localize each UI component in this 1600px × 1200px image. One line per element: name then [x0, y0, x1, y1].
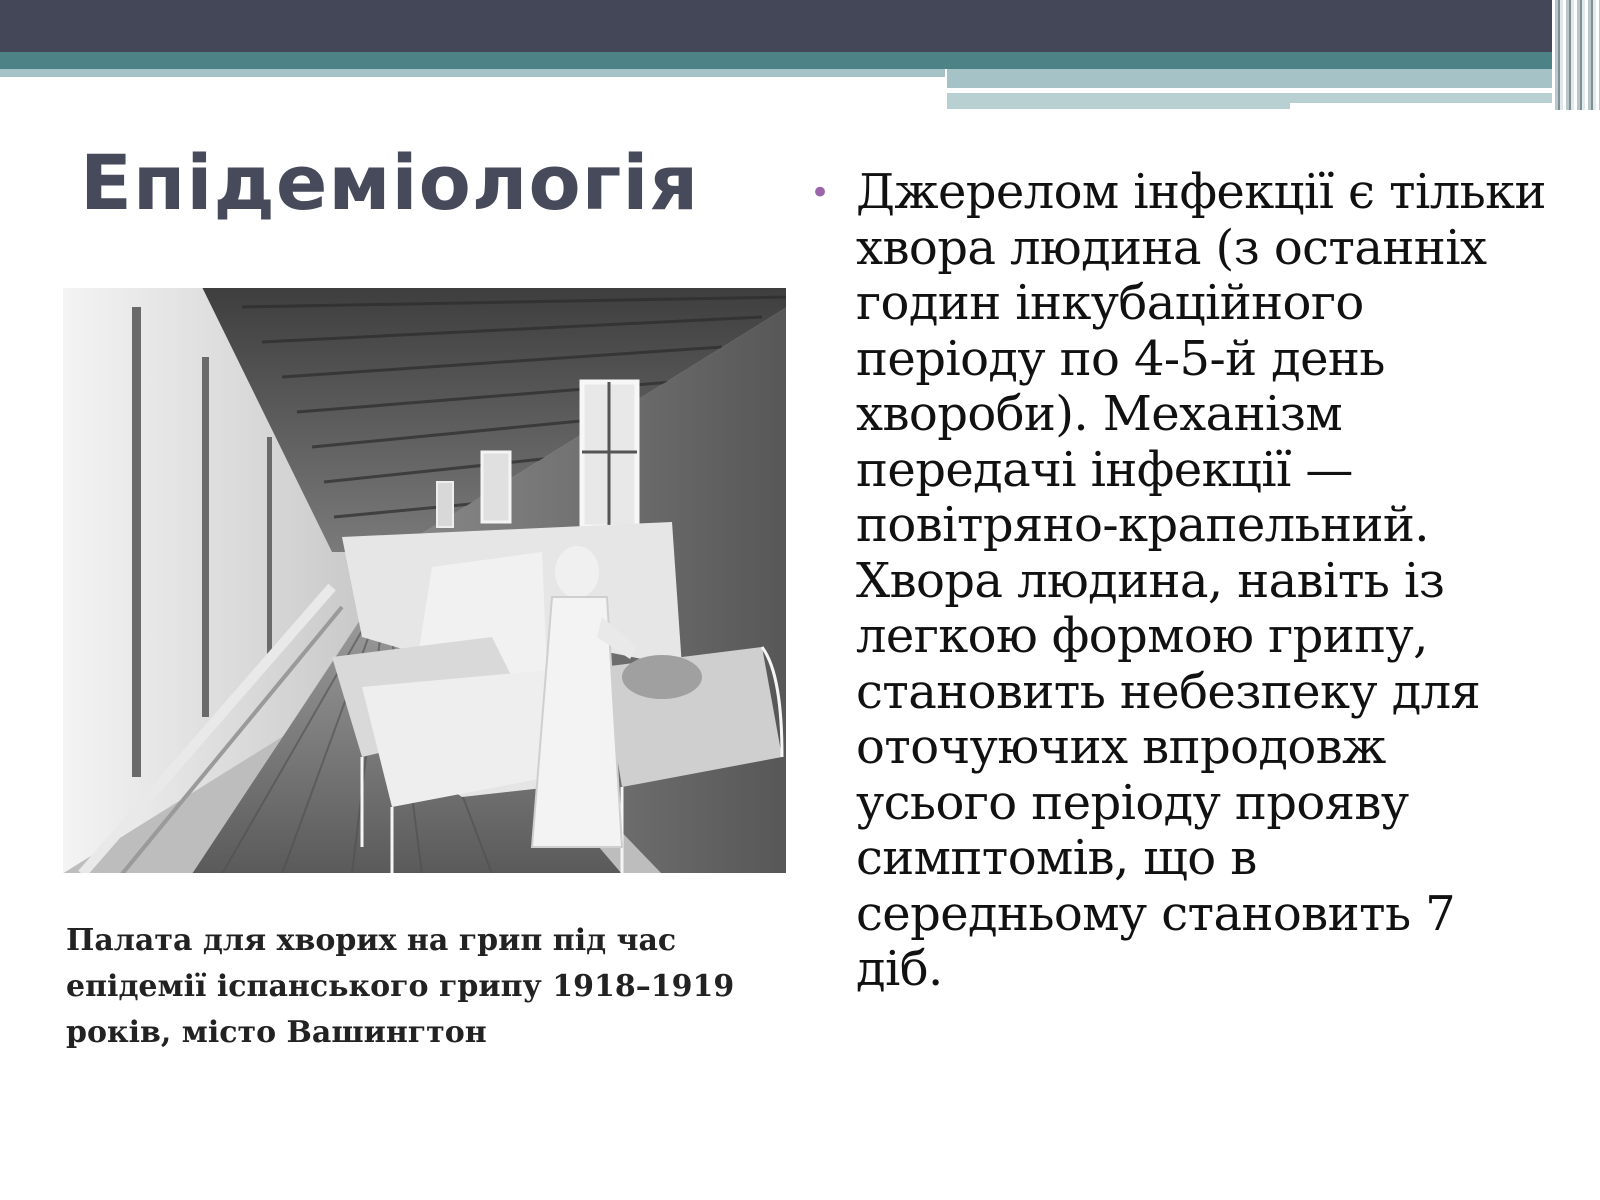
ward-photo: [62, 287, 787, 874]
ward-photo-illustration: [62, 287, 787, 874]
bullet-text: Джерелом інфекції є тільки хвора людина (з останніх годин інкубаційного періоду по 4-5-й день хвороби). Механізм передачі інфекції — повітряно-крапельний. Хвора людина, навіть із легкою формою грипу, становить небезпеку для оточуючих впродовж усього періоду прояву симптомів, що в середньому становить 7 діб.: [856, 164, 1546, 997]
photo-caption: Палата для хворих на грип під час епідемії іспанського грипу 1918–1919 років, місто Вашингтон: [66, 923, 735, 1050]
header-bar-dark: [0, 0, 1600, 52]
slide-title: Епідеміологія: [80, 138, 700, 227]
header-edge-stripes: [1552, 0, 1600, 110]
header-accent-band: [947, 69, 1600, 88]
header-bar-teal: [0, 52, 1600, 69]
header-bar-light: [0, 69, 945, 77]
bullet-marker: •: [810, 173, 831, 213]
